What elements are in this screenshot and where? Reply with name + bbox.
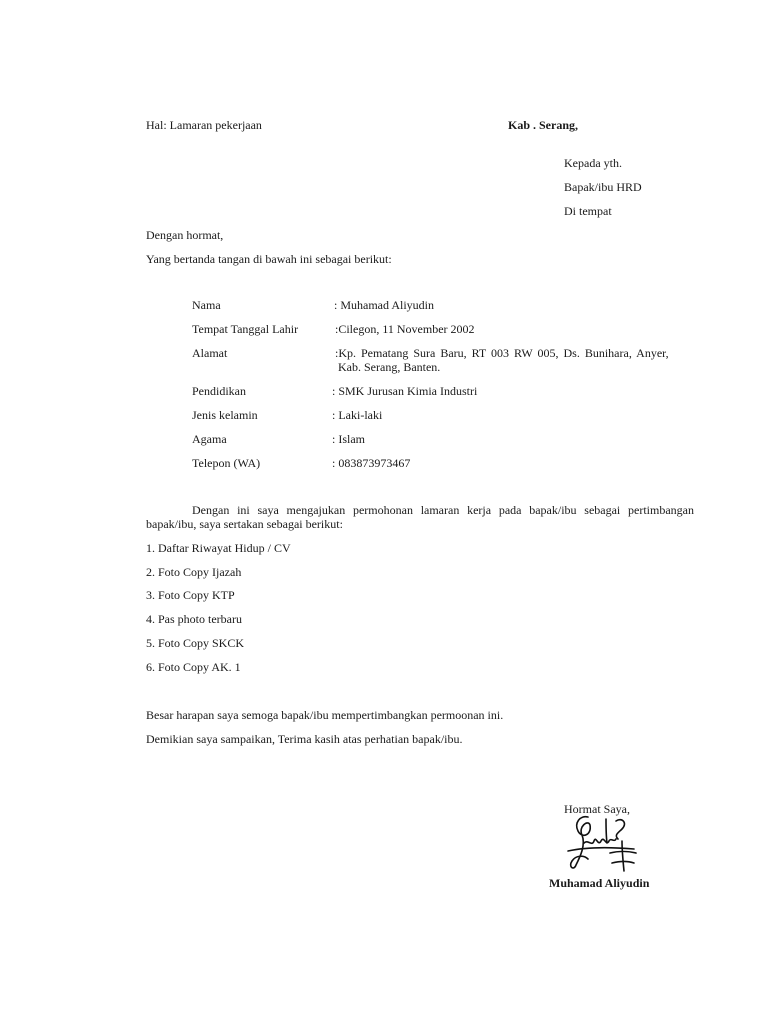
identity-row-education [192, 384, 712, 398]
identity-value: : Islam [332, 432, 365, 446]
signoff: Hormat Saya, [564, 802, 630, 816]
signer-name: Muhamad Aliyudin [549, 876, 650, 890]
identity-label: Jenis kelamin [192, 408, 258, 422]
list-item: 6. Foto Copy AK. 1 [146, 660, 241, 674]
identity-label: Nama [192, 298, 221, 312]
list-item: 4. Pas photo terbaru [146, 612, 242, 626]
identity-label: Tempat Tanggal Lahir [192, 322, 299, 336]
list-item: 2. Foto Copy Ijazah [146, 565, 242, 579]
identity-value-continued: Kab. Serang, Banten. [338, 360, 441, 374]
closing-line-1: Besar harapan saya semoga bapak/ibu mempertimbangkan permoonan ini. [146, 708, 504, 722]
identity-label: Pendidikan [192, 384, 246, 398]
list-item: 5. Foto Copy SKCK [146, 636, 245, 650]
identity-value: :Kp. Pematang Sura Baru, RT 003 RW 005, Ds. Bunihara, Anyer, [335, 346, 669, 360]
identity-value: : SMK Jurusan Kimia Industri [332, 384, 478, 398]
closing-line-2: Demikian saya sampaikan, Terima kasih atas perhatian bapak/ibu. [146, 732, 463, 746]
identity-row-address [192, 346, 712, 374]
place-line: Kab . Serang, [508, 118, 579, 132]
identity-value: : Laki-laki [332, 408, 383, 422]
identity-row-birth [192, 322, 712, 336]
identity-value: :Cilegon, 11 November 2002 [335, 322, 475, 336]
signature-image [566, 813, 638, 873]
identity-row-religion [192, 432, 712, 446]
body-paragraph: Dengan ini saya mengajukan permohonan lamaran kerja pada bapak/ibu sebagai pertimbangan bapak/ibu, saya sertakan sebagai berikut: [146, 503, 694, 531]
recipient-line-2: Bapak/ibu HRD [564, 180, 642, 194]
identity-row-gender [192, 408, 712, 422]
greeting: Dengan hormat, [146, 228, 224, 242]
identity-value: : 083873973467 [332, 456, 411, 470]
list-item: 1. Daftar Riwayat Hidup / CV [146, 541, 291, 555]
recipient-line-1: Kepada yth. [564, 156, 622, 170]
identity-row-phone [192, 456, 712, 470]
identity-value: : Muhamad Aliyudin [334, 298, 434, 312]
identity-label: Telepon (WA) [192, 456, 261, 470]
identity-label: Agama [192, 432, 227, 446]
identity-row-name [192, 298, 712, 312]
subject-line: Hal: Lamaran pekerjaan [146, 118, 262, 132]
list-item: 3. Foto Copy KTP [146, 588, 235, 602]
recipient-line-3: Di tempat [564, 204, 612, 218]
intro-line: Yang bertanda tangan di bawah ini sebagai berikut: [146, 252, 392, 266]
identity-label: Alamat [192, 346, 228, 360]
